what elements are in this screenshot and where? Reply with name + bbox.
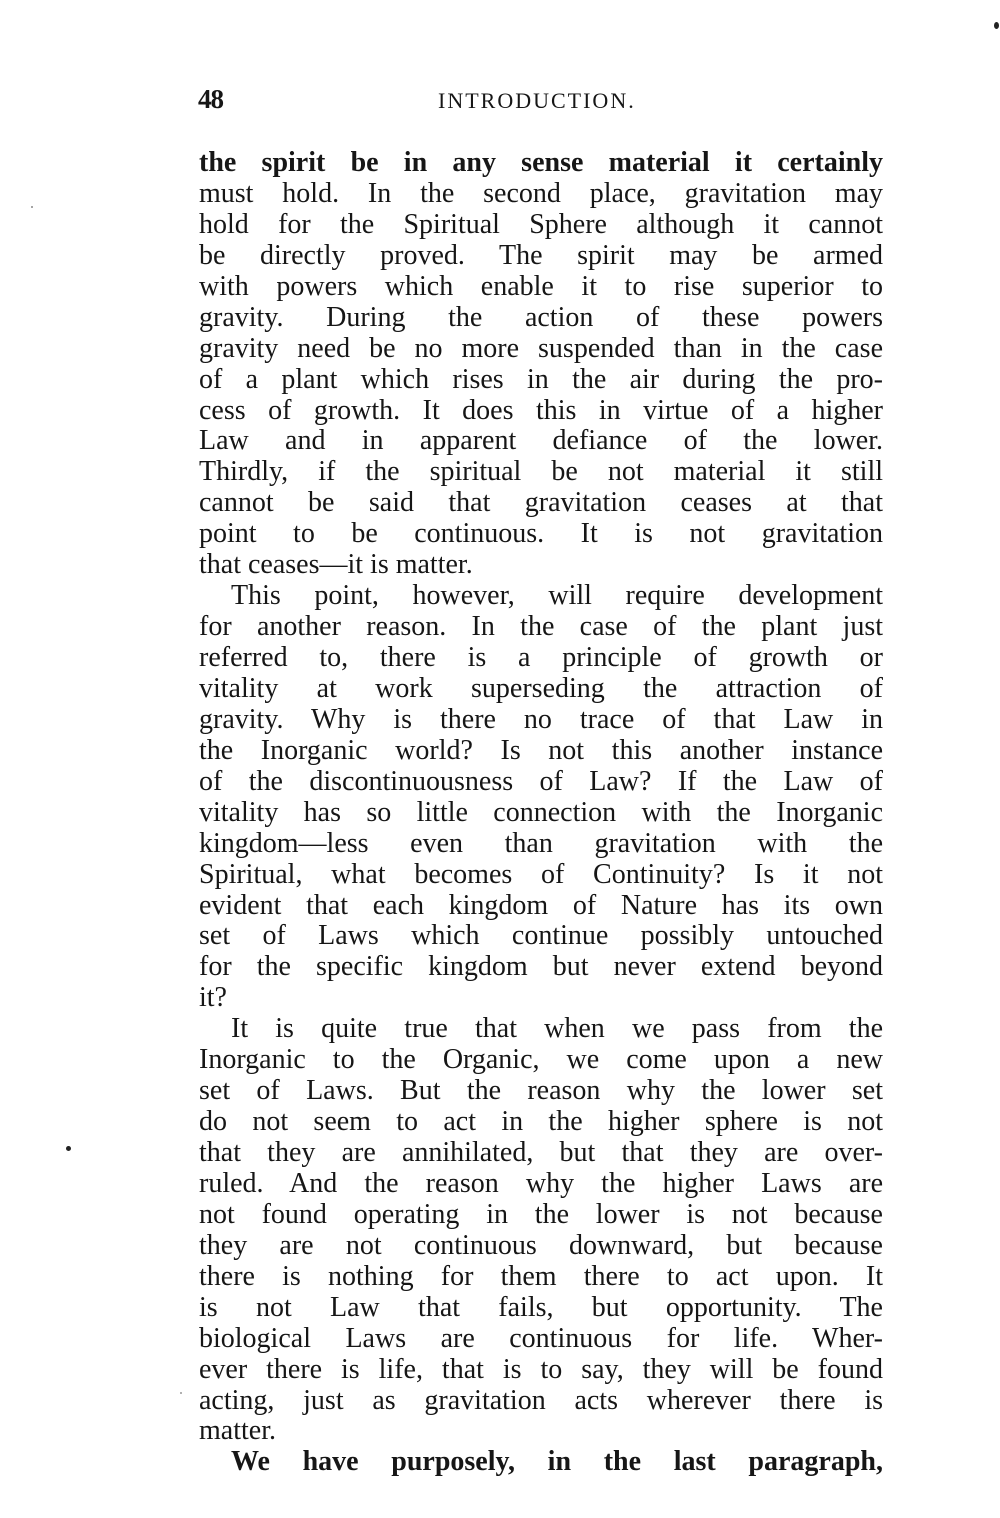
text-line: gravity. During the action of these powers [199, 301, 883, 333]
text-line: with powers which enable it to rise superior to [199, 270, 883, 302]
text-line: ruled. And the reason why the higher Laws are [199, 1167, 883, 1199]
text-line: it? [199, 982, 227, 1014]
text-line: cess of growth. It does this in virtue of a higher [199, 394, 883, 426]
text-line: of a plant which rises in the air during the pro- [199, 363, 883, 395]
text-line: for the specific kingdom but never extend beyond [199, 951, 883, 983]
text-line: not found operating in the lower is not because [199, 1198, 883, 1230]
print-speck [66, 1146, 71, 1151]
text-line: they are not continuous downward, but because [199, 1229, 883, 1261]
running-head: INTRODUCTION. [438, 88, 636, 113]
print-speck [180, 1392, 182, 1394]
text-line: Spiritual, what becomes of Continuity? Is it not [199, 858, 883, 890]
text-line: the spirit be in any sense material it certainly [199, 147, 883, 178]
text-line: hold for the Spiritual Sphere although it cannot [199, 208, 883, 240]
text-line: must hold. In the second place, gravitation may [199, 177, 883, 209]
text-line: set of Laws. But the reason why the lower set [199, 1075, 883, 1107]
text-line: evident that each kingdom of Nature has its own [199, 889, 883, 921]
page-header [198, 84, 882, 120]
text-line: is not Law that fails, but opportunity. The [199, 1291, 883, 1323]
text-line: of the discontinuousness of Law? If the Law of [199, 765, 883, 797]
text-line: It is quite true that when we pass from the [231, 1013, 883, 1045]
body-text [199, 148, 883, 1478]
text-line: do not seem to act in the higher sphere is not [199, 1106, 883, 1138]
text-line: ever there is life, that is to say, they will be found [199, 1353, 883, 1385]
text-line: point to be continuous. It is not gravitation [199, 518, 883, 550]
text-line: This point, however, will require development [231, 580, 883, 612]
text-line: We have purposely, in the last paragraph, [231, 1446, 883, 1478]
text-line: Inorganic to the Organic, we come upon a new [199, 1044, 883, 1076]
text-line: vitality has so little connection with the Inorganic [199, 796, 883, 828]
text-line: matter. [199, 1415, 276, 1447]
text-line: that they are annihilated, but that they are over- [199, 1137, 883, 1168]
text-line: cannot be said that gravitation ceases at that [199, 487, 883, 519]
text-line: vitality at work superseding the attraction of [199, 672, 883, 704]
text-line: Thirdly, if the spiritual be not material it still [199, 456, 883, 488]
text-line: be directly proved. The spirit may be armed [199, 239, 883, 271]
text-line: gravity need be no more suspended than in the case [199, 332, 883, 364]
text-line: there is nothing for them there to act upon. It [199, 1260, 883, 1292]
text-line: set of Laws which continue possibly untouched [199, 920, 883, 952]
text-line: referred to, there is a principle of growth or [199, 642, 883, 673]
text-line: for another reason. In the case of the plant just [199, 611, 883, 643]
text-line: Law and in apparent defiance of the lower. [199, 425, 883, 457]
text-line: the Inorganic world? Is not this another instance [199, 734, 883, 766]
text-line: acting, just as gravitation acts wherever there is [199, 1384, 883, 1416]
page-number: 48 [198, 84, 223, 114]
text-line: gravity. Why is there no trace of that Law in [199, 703, 883, 735]
text-line: that ceases—it is matter. [199, 549, 473, 581]
print-speck [994, 22, 999, 29]
text-line: biological Laws are continuous for life. Wher- [199, 1322, 883, 1354]
text-line: kingdom—less even than gravitation with the [199, 827, 883, 859]
print-speck [31, 206, 33, 208]
